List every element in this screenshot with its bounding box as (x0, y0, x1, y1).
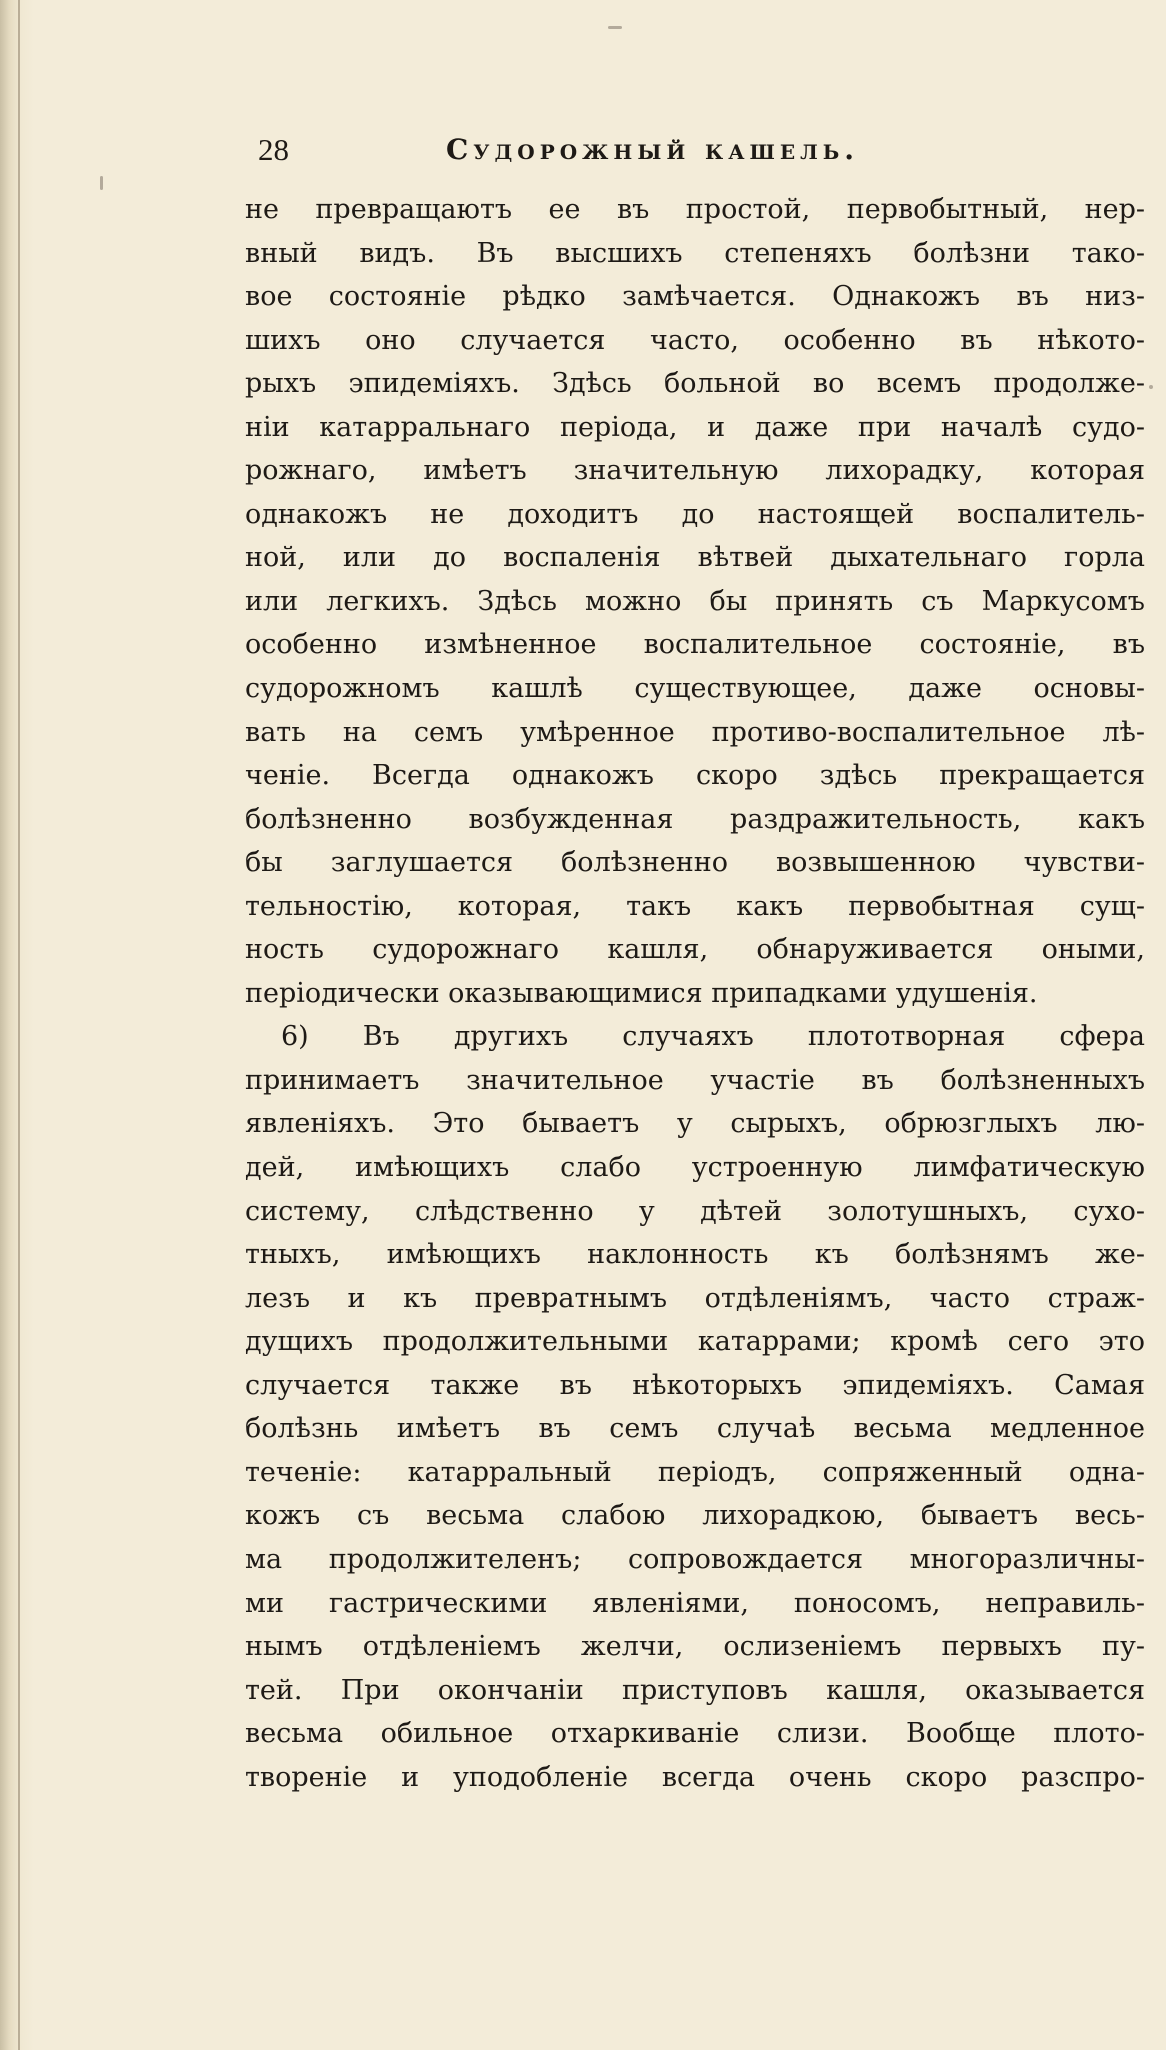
text-line: вое состояніе рѣдко замѣчается. Однакожъ въ низ- (245, 281, 1145, 313)
text-line: случается также въ нѣкоторыхъ эпидеміяхъ. Самая (245, 1369, 1145, 1401)
text-line: принимаетъ значительное участіе въ болѣзненныхъ (245, 1064, 1145, 1096)
page-number: 28 (258, 132, 289, 167)
text-line: или легкихъ. Здѣсь можно бы принять съ Маркусомъ (245, 585, 1145, 617)
text-line: ность судорожнаго кашля, обнаруживается оными, (245, 934, 1145, 966)
text-line: тельностію, которая, такъ какъ первобытная сущ- (245, 890, 1145, 922)
text-line: систему, слѣдственно у дѣтей золотушныхъ, сухо- (245, 1195, 1145, 1227)
text-line: ной, или до воспаленія вѣтвей дыхательнаго горла (245, 542, 1145, 574)
text-line: тей. При окончаніи приступовъ кашля, оказывается (245, 1674, 1145, 1706)
text-line: бы заглушается болѣзненно возвышенною чувстви- (245, 847, 1145, 879)
text-line: тныхъ, имѣющихъ наклонность къ болѣзнямъ же- (245, 1239, 1145, 1271)
text-line: судорожномъ кашлѣ существующее, даже основы- (245, 673, 1145, 705)
text-line: однакожъ не доходитъ до настоящей воспалитель- (245, 498, 1145, 530)
text-line: ченіе. Всегда однакожъ скоро здѣсь прекращается (245, 760, 1145, 792)
paper-speck (608, 26, 622, 29)
text-line: рыхъ эпидеміяхъ. Здѣсь больной во всемъ продолже- (245, 368, 1145, 400)
text-line: твореніе и уподобленіе всегда очень скоро разспро- (245, 1761, 1145, 1793)
paper-speck (100, 176, 103, 190)
text-line: не превращаютъ ее въ простой, первобытный, нер- (245, 194, 1145, 225)
text-line: кожъ съ весьма слабою лихорадкою, бываетъ весь- (245, 1500, 1145, 1532)
text-line: ма продолжителенъ; сопровождается многоразличны- (245, 1543, 1145, 1575)
body-text (245, 188, 1145, 1799)
running-title: Судорожный кашель. (446, 133, 860, 166)
text-line: лезъ и къ превратнымъ отдѣленіямъ, часто страж- (245, 1282, 1145, 1314)
paper-speck (1149, 385, 1153, 389)
text-line: теченіе: катарральный періодъ, сопряженный одна- (245, 1456, 1145, 1488)
page-header (258, 130, 948, 170)
text-line: явленіяхъ. Это бываетъ у сырыхъ, обрюзглыхъ лю- (245, 1108, 1145, 1140)
paragraph-end-line: періодически оказывающимися припадками удушенія. (245, 977, 1038, 1009)
paragraph-start-line: 6) Въ другихъ случаяхъ плототворная сфера (281, 1021, 1145, 1053)
text-line: весьма обильное отхаркиваніе слизи. Вообще плото- (245, 1718, 1145, 1750)
text-line: вать на семъ умѣренное противо-воспалительное лѣ- (245, 716, 1145, 748)
text-line: ми гастрическими явленіями, поносомъ, неправиль- (245, 1587, 1145, 1619)
text-line: вный видъ. Въ высшихъ степеняхъ болѣзни тако- (245, 237, 1145, 269)
text-line: болѣзнь имѣетъ въ семъ случаѣ весьма медленное (245, 1413, 1145, 1445)
binding-line (18, 0, 20, 2050)
text-line: ніи катарральнаго періода, и даже при началѣ судо- (245, 411, 1145, 443)
text-line: дущихъ продолжительными катаррами; кромѣ сего это (245, 1326, 1145, 1358)
text-line: нымъ отдѣленіемъ желчи, ослизеніемъ первыхъ пу- (245, 1631, 1145, 1663)
text-line: шихъ оно случается часто, особенно въ нѣкото- (245, 324, 1145, 356)
text-line: болѣзненно возбужденная раздражительность, какъ (245, 803, 1145, 835)
text-line: особенно измѣненное воспалительное состояніе, въ (245, 629, 1145, 661)
text-line: дей, имѣющихъ слабо устроенную лимфатическую (245, 1152, 1145, 1184)
page-binding-edge (0, 0, 34, 2050)
text-line: рожнаго, имѣетъ значительную лихорадку, которая (245, 455, 1145, 487)
